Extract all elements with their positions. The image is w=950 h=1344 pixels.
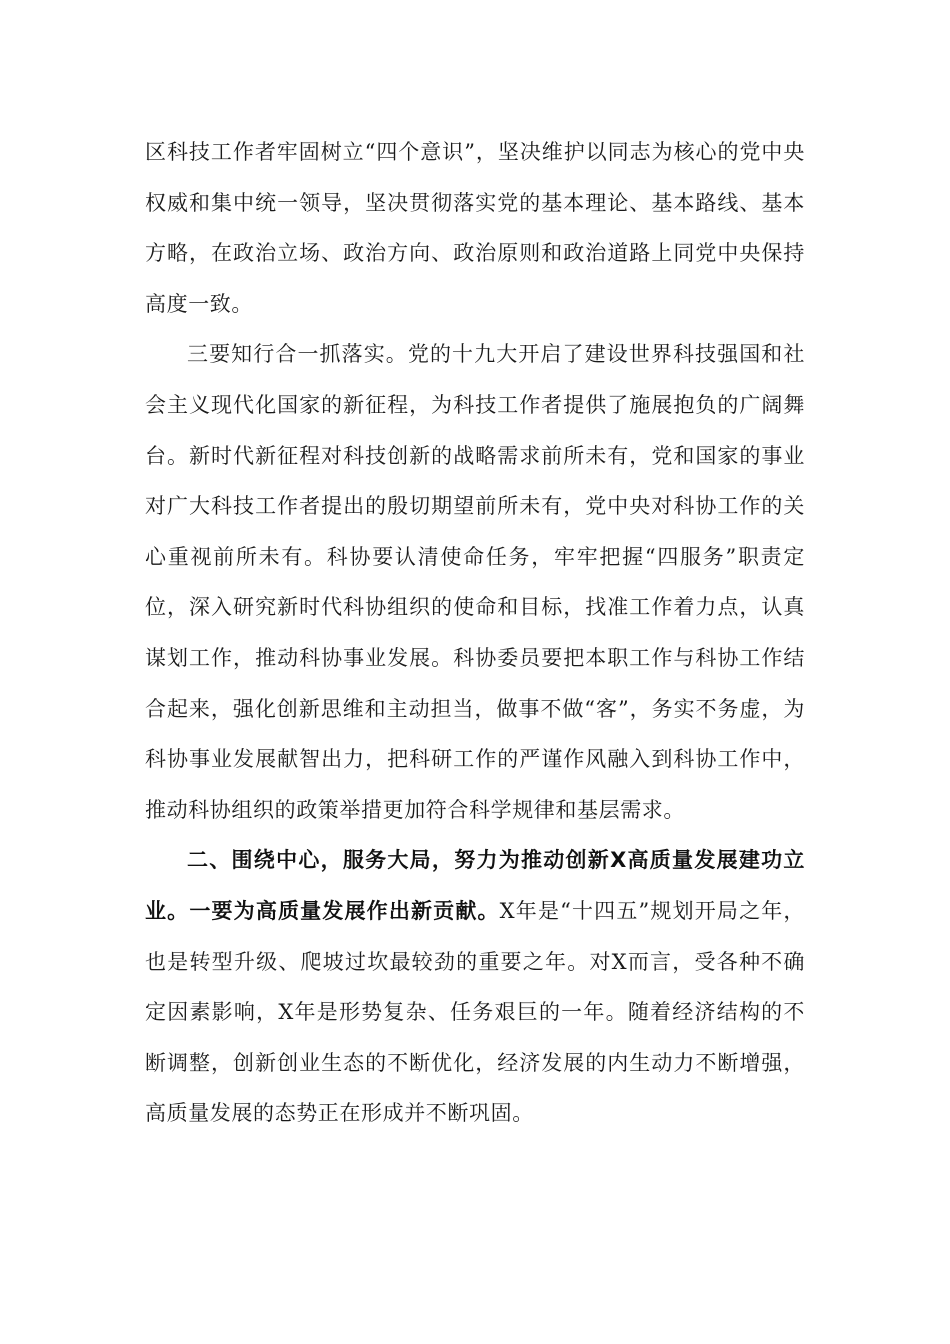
paragraph-text: 区科技工作者牢固树立“四个意识”，坚决维护以同志为核心的党中央权威和集中统一领导，坚决贯彻落实党的基本理论、基本路线、基本方略，在政治立场、政治方向、政治原则和政治道路上同党中央保持高度一致。 xyxy=(145,140,805,316)
paragraph-three-requirements xyxy=(145,329,805,835)
paragraph-section-two xyxy=(145,835,805,1139)
paragraph-continued xyxy=(145,127,805,329)
document-body xyxy=(145,127,805,1139)
paragraph-text: X年是“十四五”规划开局之年，也是转型升级、爬坡过坎最较劲的重要之年。对X而言，受各种不确定因素影响，X年是形势复杂、任务艰巨的一年。随着经济结构的不断调整，创新创业生态的不断优化，经济发展的内生动力不断增强，高质量发展的态势正在形成并不断巩固。 xyxy=(145,898,805,1126)
paragraph-text: 三要知行合一抓落实。党的十九大开启了建设世界科技强国和社会主义现代化国家的新征程，为科技工作者提供了施展抱负的广阔舞台。新时代新征程对科技创新的战略需求前所未有，党和国家的事业对广大科技工作者提出的殷切期望前所未有，党中央对科协工作的关心重视前所未有。科协要认清使命任务，牢牢把握“四服务”职责定位，深入研究新时代科协组织的使命和目标，找准工作着力点，认真谋划工作，推动科协事业发展。科协委员要把本职工作与科协工作结合起来，强化创新思维和主动担当，做事不做“客”，务实不务虚，为科协事业发展献智出力，把科研工作的严谨作风融入到科协工作中，推动科协组织的政策举措更加符合科学规律和基层需求。 xyxy=(145,342,805,822)
section-heading: 二、围绕中心，服务大局，努力为推动创新X高质量发展建功立业。一要为高质量发展作出新贡献。 xyxy=(145,848,805,923)
